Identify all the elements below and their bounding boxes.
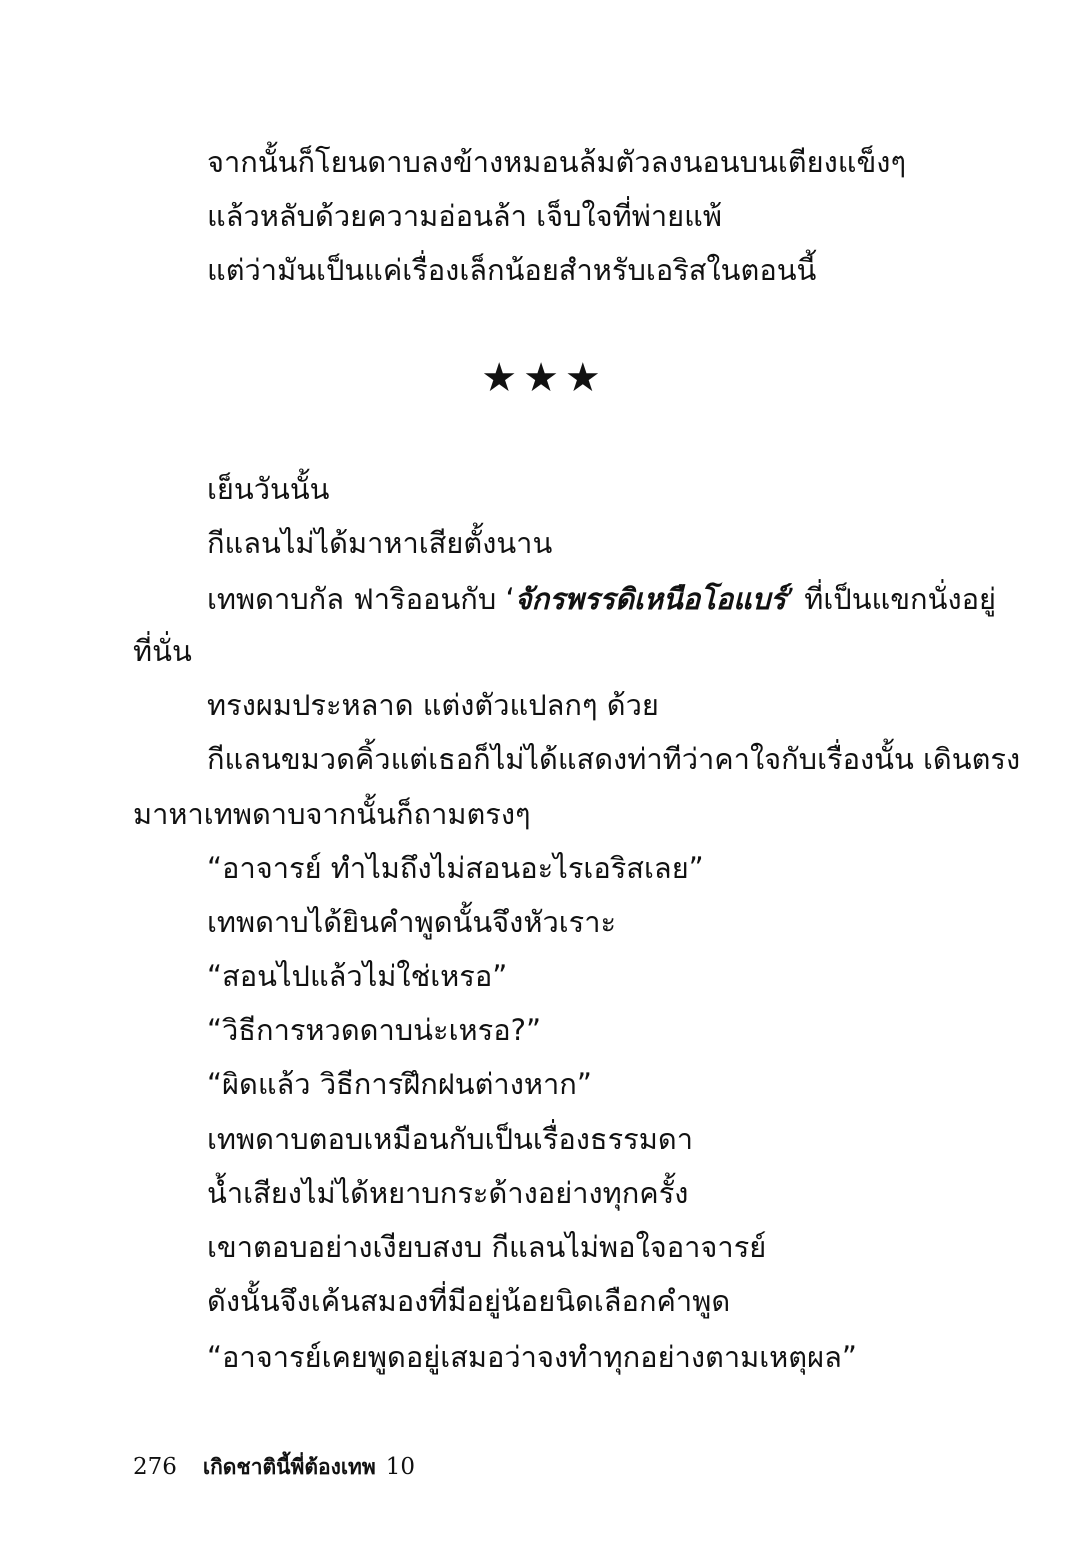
- paragraph-line: เทพดาบได้ยินคำพูดนั้นจึงหัวเราะ: [207, 905, 617, 939]
- paragraph-line: กีแลนขมวดคิ้วแต่เธอก็ไม่ได้แสดงท่าทีว่าคาใจกับเรื่องนั้น เดินตรง: [207, 742, 1021, 776]
- paragraph-line: ดังนั้นจึงเค้นสมองที่มีอยู่น้อยนิดเลือกคำพูด: [207, 1284, 731, 1318]
- paragraph-line: “ผิดแล้ว วิธีการฝึกฝนต่างหาก”: [207, 1067, 592, 1101]
- running-title: เกิดชาตินี้พี่ต้องเทพ: [202, 1455, 376, 1479]
- paragraph-line: น้ำเสียงไม่ได้หยาบกระด้างอย่างทุกครั้ง: [207, 1176, 689, 1210]
- paragraph-line: แต่ว่ามันเป็นแค่เรื่องเล็กน้อยสำหรับเอริสในตอนนี้: [207, 253, 817, 287]
- paragraph-line: ที่นั่น: [133, 634, 192, 668]
- paragraph-line: มาหาเทพดาบจากนั้นก็ถามตรงๆ: [133, 797, 531, 831]
- paragraph-line: “อาจารย์ ทำไมถึงไม่สอนอะไรเอริสเลย”: [207, 851, 704, 885]
- text-run: เทพดาบกัล ฟาริออนกับ ‘: [207, 582, 515, 616]
- paragraph-line: “อาจารย์เคยพูดอยู่เสมอว่าจงทำทุกอย่างตามเหตุผล”: [207, 1340, 857, 1374]
- paragraph-line: เทพดาบตอบเหมือนกับเป็นเรื่องธรรมดา: [207, 1122, 693, 1156]
- page-number: 276: [133, 1454, 177, 1480]
- volume-number: 10: [385, 1454, 415, 1480]
- scene-break-stars: ★★★: [481, 355, 607, 401]
- paragraph-line: “วิธีการหวดดาบน่ะเหรอ?”: [207, 1013, 542, 1047]
- paragraph-line: กีแลนไม่ได้มาหาเสียตั้งนาน: [207, 526, 553, 560]
- page-footer: [133, 1452, 415, 1483]
- emphasized-title: จักรพรรดิเหนือโอแบร์: [514, 582, 786, 616]
- paragraph-line: จากนั้นก็โยนดาบลงข้างหมอนล้มตัวลงนอนบนเตียงแข็งๆ: [207, 145, 907, 179]
- paragraph-line: ทรงผมประหลาด แต่งตัวแปลกๆ ด้วย: [207, 688, 659, 722]
- paragraph-line: เขาตอบอย่างเงียบสงบ กีแลนไม่พอใจอาจารย์: [207, 1230, 767, 1264]
- paragraph-line: แล้วหลับด้วยความอ่อนล้า เจ็บใจที่พ่ายแพ้: [207, 199, 722, 233]
- paragraph-line: “สอนไปแล้วไม่ใช่เหรอ”: [207, 959, 508, 993]
- paragraph-line: [207, 572, 996, 626]
- text-run: ’ ที่เป็นแขกนั่งอยู่: [785, 582, 997, 616]
- paragraph-line: เย็นวันนั้น: [207, 472, 330, 506]
